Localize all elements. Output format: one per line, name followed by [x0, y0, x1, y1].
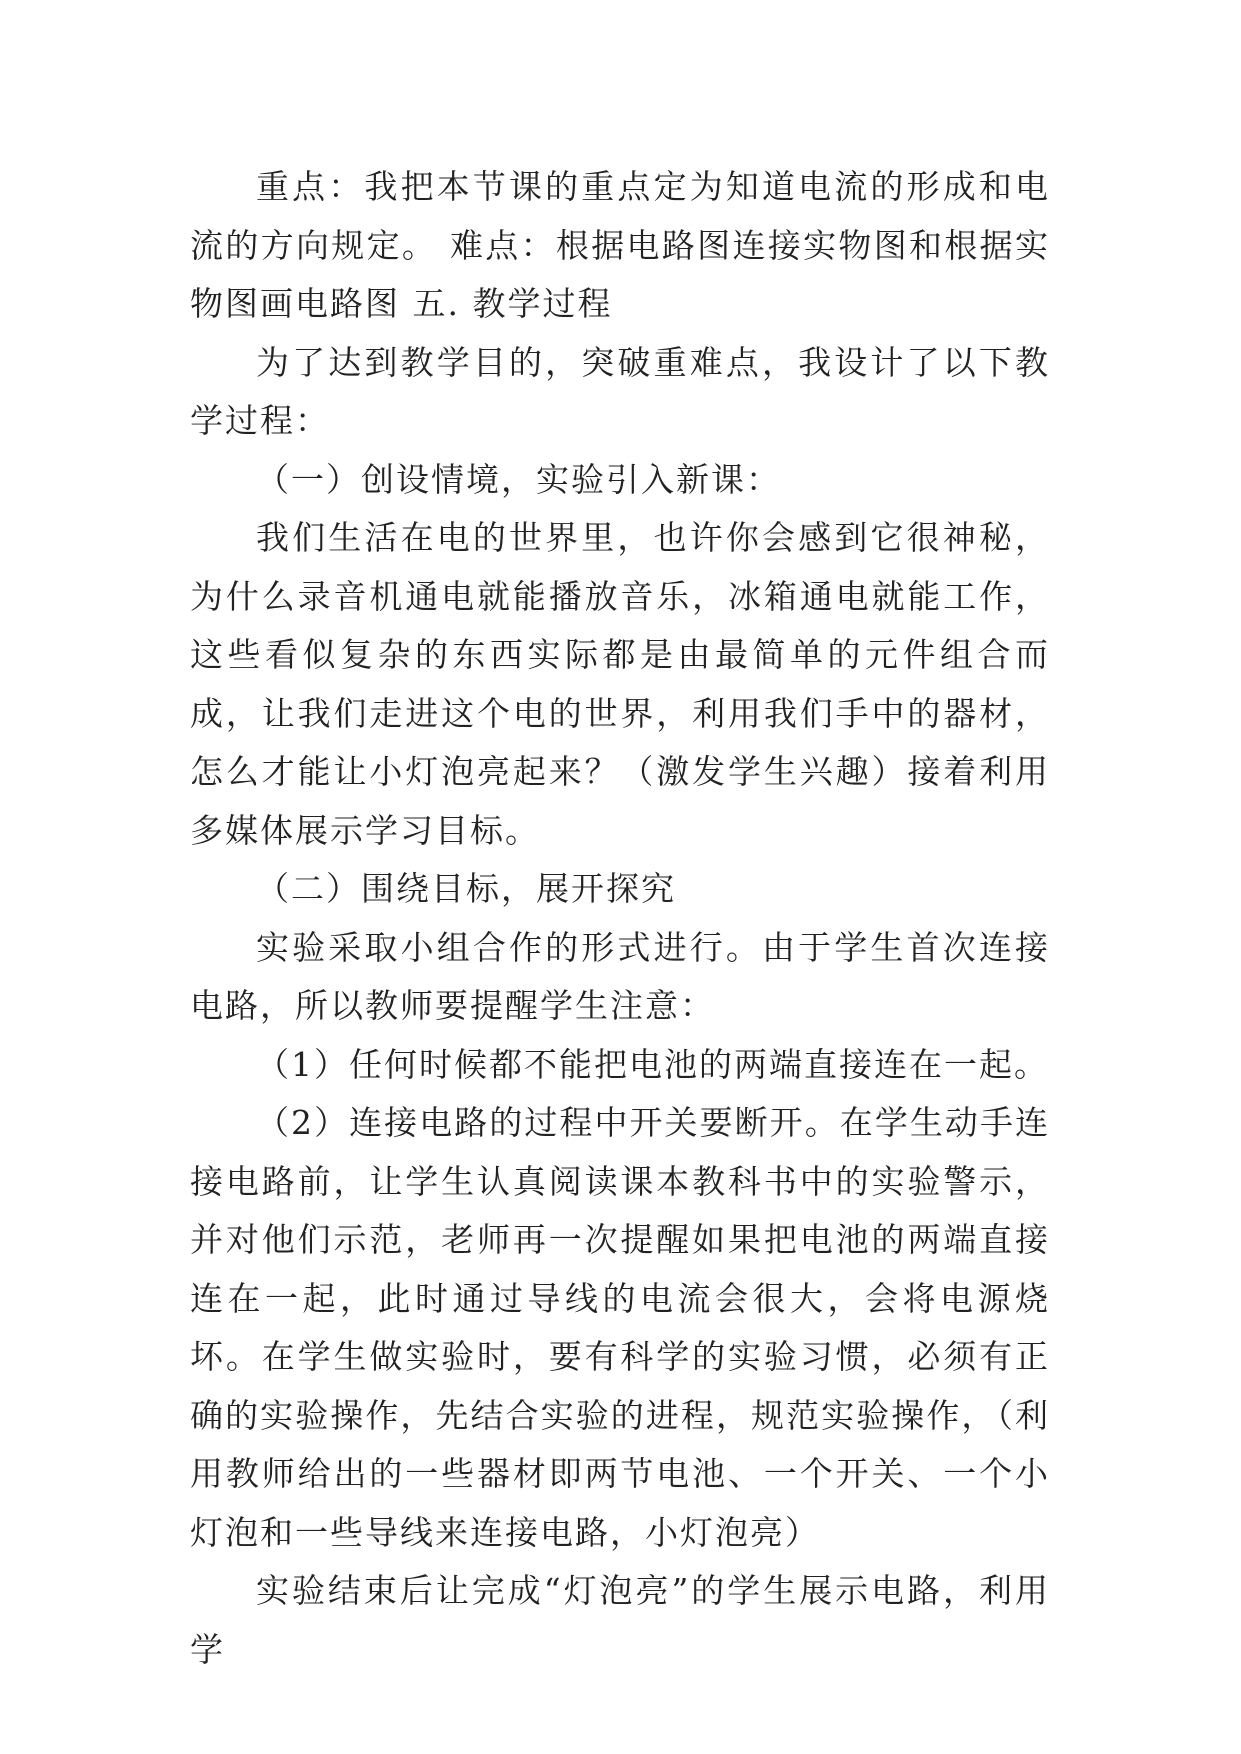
- paragraph-section-two-heading: （二）围绕目标，展开探究: [256, 869, 676, 908]
- paragraph-introduction: 我们生活在电的世界里，也许你会感到它很神秘，为什么录音机通电就能播放音乐，冰箱通电就能工作，这些看似复杂的东西实际都是由最简单的元件组合而成，让我们走进这个电的世界，利用我们手中的器材，怎么才能让小灯泡亮起来？（激发学生兴趣）接着利用多媒体展示学习目标。: [190, 518, 1050, 850]
- document-body: [190, 158, 1050, 1679]
- paragraph-key-points: 重点：我把本节课的重点定为知道电流的形成和电流的方向规定。 难点：根据电路图连接实物图和根据实物图画电路图 五. 教学过程: [190, 167, 1050, 323]
- paragraph-safety-rule-2: （2）连接电路的过程中开关要断开。在学生动手连接电路前，让学生认真阅读课本教科书中的实验警示，并对他们示范，老师再一次提醒如果把电池的两端直接连在一起，此时通过导线的电流会很大，会将电源烧坏。在学生做实验时，要有科学的实验习惯，必须有正确的实验操作，先结合实验的进程，规范实验操作，（利用教师给出的一些器材即两节电池、一个开关、一个小灯泡和一些导线来连接电路，小灯泡亮）: [190, 1103, 1050, 1552]
- paragraph-section-one-heading: （一）创设情境，实验引入新课：: [256, 459, 781, 499]
- paragraph-group-experiment: 实验采取小组合作的形式进行。由于学生首次连接电路，所以教师要提醒学生注意：: [190, 927, 1050, 1025]
- paragraph-process-intro: 为了达到教学目的，突破重难点，我设计了以下教学过程：: [190, 342, 1050, 440]
- paragraph-safety-rule-1: （1）任何时候都不能把电池的两端直接连在一起。: [256, 1044, 1049, 1084]
- paragraph-after-experiment: 实验结束后让完成“灯泡亮”的学生展示电路，利用学: [190, 1571, 1050, 1669]
